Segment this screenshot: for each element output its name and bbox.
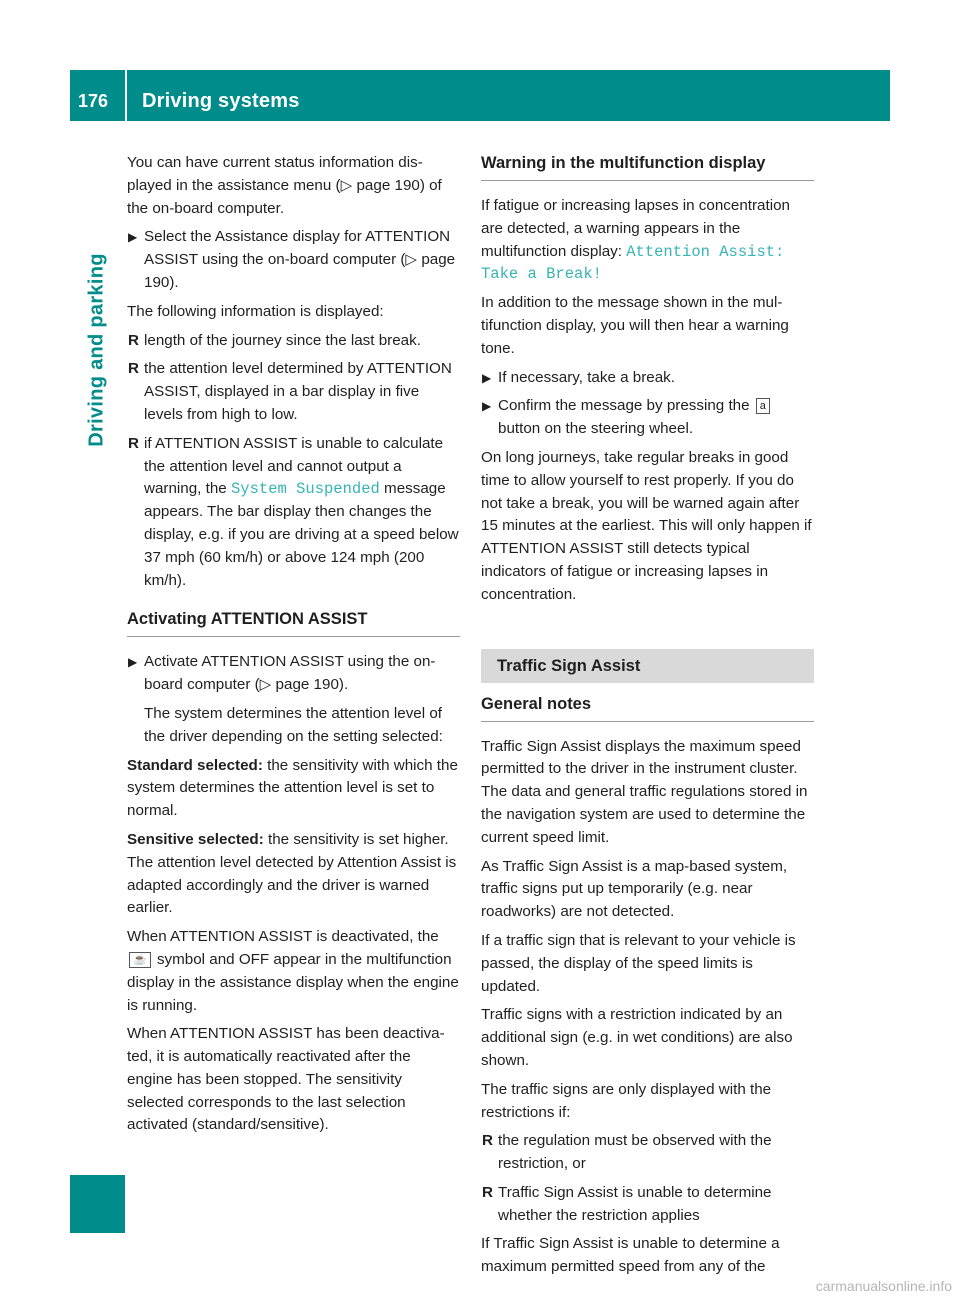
instruction-step: ▶ If necessary, take a break. [481, 367, 814, 390]
page-title: Driving systems [142, 90, 300, 112]
section-heading: General notes [481, 693, 814, 722]
section-heading: Warning in the multifunction display [481, 152, 814, 181]
instruction-step: ▶ Confirm the message by pressing the a button on the steering wheel. [481, 395, 814, 441]
instruction-step: ▶ Select the Assistance display for ATTENTION ASSIST using the on-board computer (▷ page 190). [128, 228, 456, 291]
paragraph: The following information is displayed: [127, 302, 384, 320]
paragraph: When ATTENTION ASSIST has been deactivated, it is automatically reactivated after the engine has been stopped. The sensitivity selected corresponds to the last selection activated (standard/sensitive). [127, 1025, 445, 1134]
arrow-icon: ▶ [128, 655, 138, 670]
bullet-item: R the regulation must be observed with the restriction, or [482, 1132, 772, 1173]
intro-paragraph: You can have current status information displayed in the assistance menu (▷ page 190) of the on-board computer. [127, 154, 442, 217]
paragraph: When ATTENTION ASSIST is deactivated, the ☕ symbol and OFF appear in the multifunction display in the assistance display when the engine is running. [127, 928, 459, 1014]
paragraph: Sensitive selected: the sensitivity is set higher. The attention level detected by Attention Assist is adapted accordingly and the driver is warned earlier. [127, 830, 457, 917]
paragraph: If Traffic Sign Assist is unable to determine a maximum permitted speed from any of the [481, 1235, 780, 1276]
paragraph: The traffic signs are only displayed with the restrictions if: [481, 1080, 772, 1121]
page-number: 176 [78, 91, 109, 111]
arrow-icon: ▶ [482, 370, 492, 385]
chapter-heading: Traffic Sign Assist [481, 649, 814, 683]
bullet-item: R if ATTENTION ASSIST is unable to calculate the attention level and cannot output a warning, the System Suspended message appears. The bar display then changes the display, e.g. if you are driving at a speed below 37 mph (60 km/h) or above 124 mph (200 km/h). [128, 434, 459, 589]
coffee-cup-icon: ☕ [129, 952, 151, 968]
bullet-r-icon: R [128, 434, 139, 452]
paragraph: In addition to the message shown in the multifunction display, you will then hear a warning tone. [481, 294, 789, 357]
left-column [127, 152, 460, 1143]
bullet-r-icon: R [128, 331, 139, 349]
bullet-r-icon: R [128, 360, 139, 378]
watermark: carmanualsonline.info [815, 1278, 952, 1294]
paragraph: As Traffic Sign Assist is a map-based system, traffic signs put up temporarily (e.g. near roadworks) are not detected. [481, 857, 788, 921]
bullet-item: R Traffic Sign Assist is unable to determine whether the restriction applies [482, 1183, 772, 1224]
right-column [481, 152, 814, 1285]
display-message: System Suspended [230, 480, 380, 499]
header-divider [125, 70, 127, 121]
bullet-r-icon: R [482, 1183, 493, 1201]
paragraph: Standard selected: the sensitivity with which the system determines the attention level is set to normal. [127, 756, 458, 820]
instruction-step: ▶ Activate ATTENTION ASSIST using the on-board computer (▷ page 190). [128, 653, 436, 694]
bullet-r-icon: R [482, 1132, 493, 1150]
paragraph: If a traffic sign that is relevant to your vehicle is passed, the display of the speed limits is updated. [481, 931, 796, 995]
display-message: Attention Assist: Take a Break! [481, 242, 785, 284]
paragraph: The system determines the attention level of the driver depending on the setting selected: [144, 704, 443, 745]
chapter-side-label: Driving and parking [85, 253, 108, 447]
paragraph: On long journeys, take regular breaks in good time to allow yourself to rest properly. If you do not take a break, you will be warned again after 15 minutes at the earliest. This will only happen if ATTENTION ASSIST still detects typical indicators of fatigue or increasing lapses in concentration. [481, 448, 812, 603]
chapter-marker [70, 1175, 125, 1233]
bullet-item: R the attention level determined by ATTENTION ASSIST, displayed in a bar display in five levels from high to low. [128, 360, 452, 423]
bullet-item: R length of the journey since the last break. [127, 330, 460, 353]
paragraph: Traffic Sign Assist displays the maximum speed permitted to the driver in the instrument cluster. The data and general traffic regulations stored in the navigation system are used to determine the current speed limit. [481, 737, 808, 846]
ok-button-icon: a [756, 398, 770, 414]
section-heading: Activating ATTENTION ASSIST [127, 608, 460, 637]
arrow-icon: ▶ [128, 230, 138, 245]
paragraph: If fatigue or increasing lapses in concentration are detected, a warning appears in the multifunction display: Attention Assist: Take a Break! [481, 197, 790, 284]
paragraph: Traffic signs with a restriction indicated by an additional sign (e.g. in wet conditions) are also shown. [481, 1006, 793, 1069]
arrow-icon: ▶ [482, 399, 492, 414]
